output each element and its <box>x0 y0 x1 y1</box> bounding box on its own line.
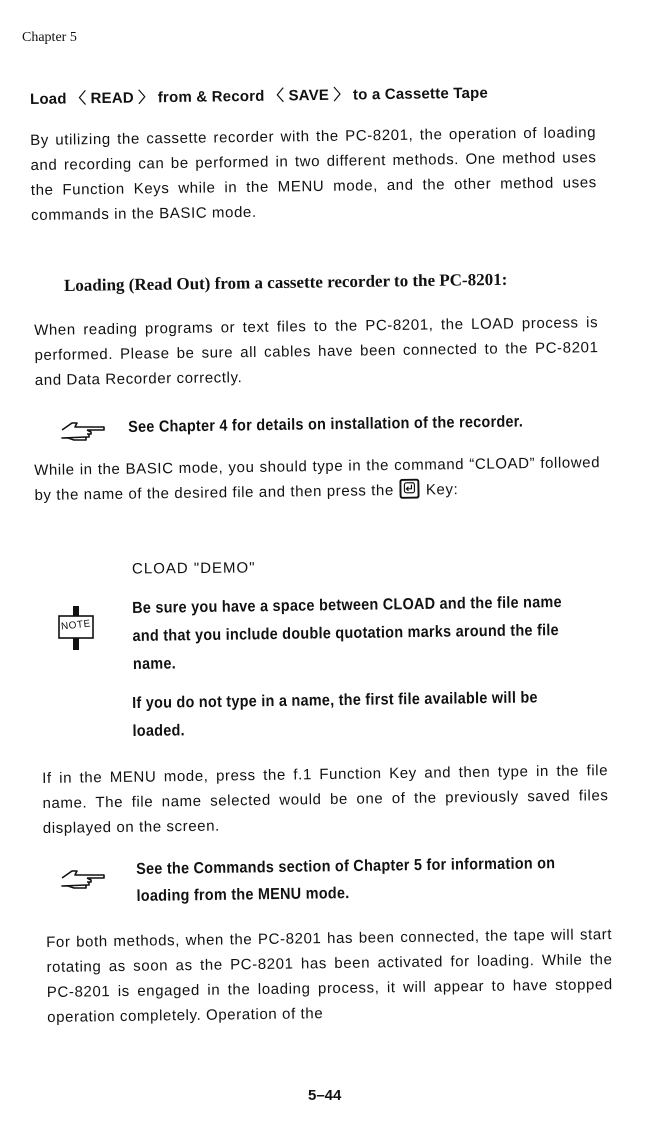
note-no-name: If you do not type in a name, the first file available will be loaded. <box>132 689 538 740</box>
reference-commands-section: See the Commands section of Chapter 5 for information on loading from the MENU mode. <box>136 855 556 905</box>
reference-chapter4: See Chapter 4 for details on installation of the recorder. <box>128 413 524 436</box>
load-paragraph: When reading programs or text files to the PC-8201, the LOAD process is performed. Please be sure all cables have been connected to the PC-8201 and Data Recorder correctly. <box>34 314 599 389</box>
menu-paragraph: If in the MENU mode, press the f.1 Function Key and then type in the file name. The file name selected would be one of the previously saved files displayed on the screen. <box>42 762 609 837</box>
note-space-and-quotes: Be sure you have a space between CLOAD and the file name and that you include double quotation marks around the file name. <box>132 594 562 673</box>
pointing-hand-icon <box>60 866 110 892</box>
subsection-title: Loading (Read Out) from a cassette recorder to the PC-8201: <box>63 269 508 295</box>
page-number: 5–44 <box>308 1087 342 1104</box>
basic-paragraph-text: While in the BASIC mode, you should type in the command “CLOAD” followed by the name of the desired file and then press the <box>34 454 601 504</box>
final-paragraph: For both methods, when the PC-8201 has been connected, the tape will start rotating as soon as the PC-8201 has been activated for loading. While the PC-8201 is engaged in the loading process, it will appear to have stopped operation completely. Operation of the <box>46 926 613 1026</box>
intro-paragraph: By utilizing the cassette recorder with the PC-8201, the operation of loading and recording can be performed in two different methods. One method uses the Function Keys while in the MENU mode, and the other method uses commands in the BASIC mode. <box>30 124 597 224</box>
chapter-label: Chapter 5 <box>22 30 77 45</box>
code-example: CLOAD "DEMO" <box>131 559 256 578</box>
return-key-icon <box>400 479 420 507</box>
note-icon <box>56 606 96 654</box>
note-icon-label: NOTE <box>60 618 92 633</box>
basic-paragraph-key-label: Key: <box>425 481 459 499</box>
basic-paragraph <box>34 450 601 512</box>
pointing-hand-icon <box>60 418 110 444</box>
section-title: Load 〈 READ 〉 from & Record 〈 SAVE 〉 to a Cassette Tape <box>29 84 489 108</box>
